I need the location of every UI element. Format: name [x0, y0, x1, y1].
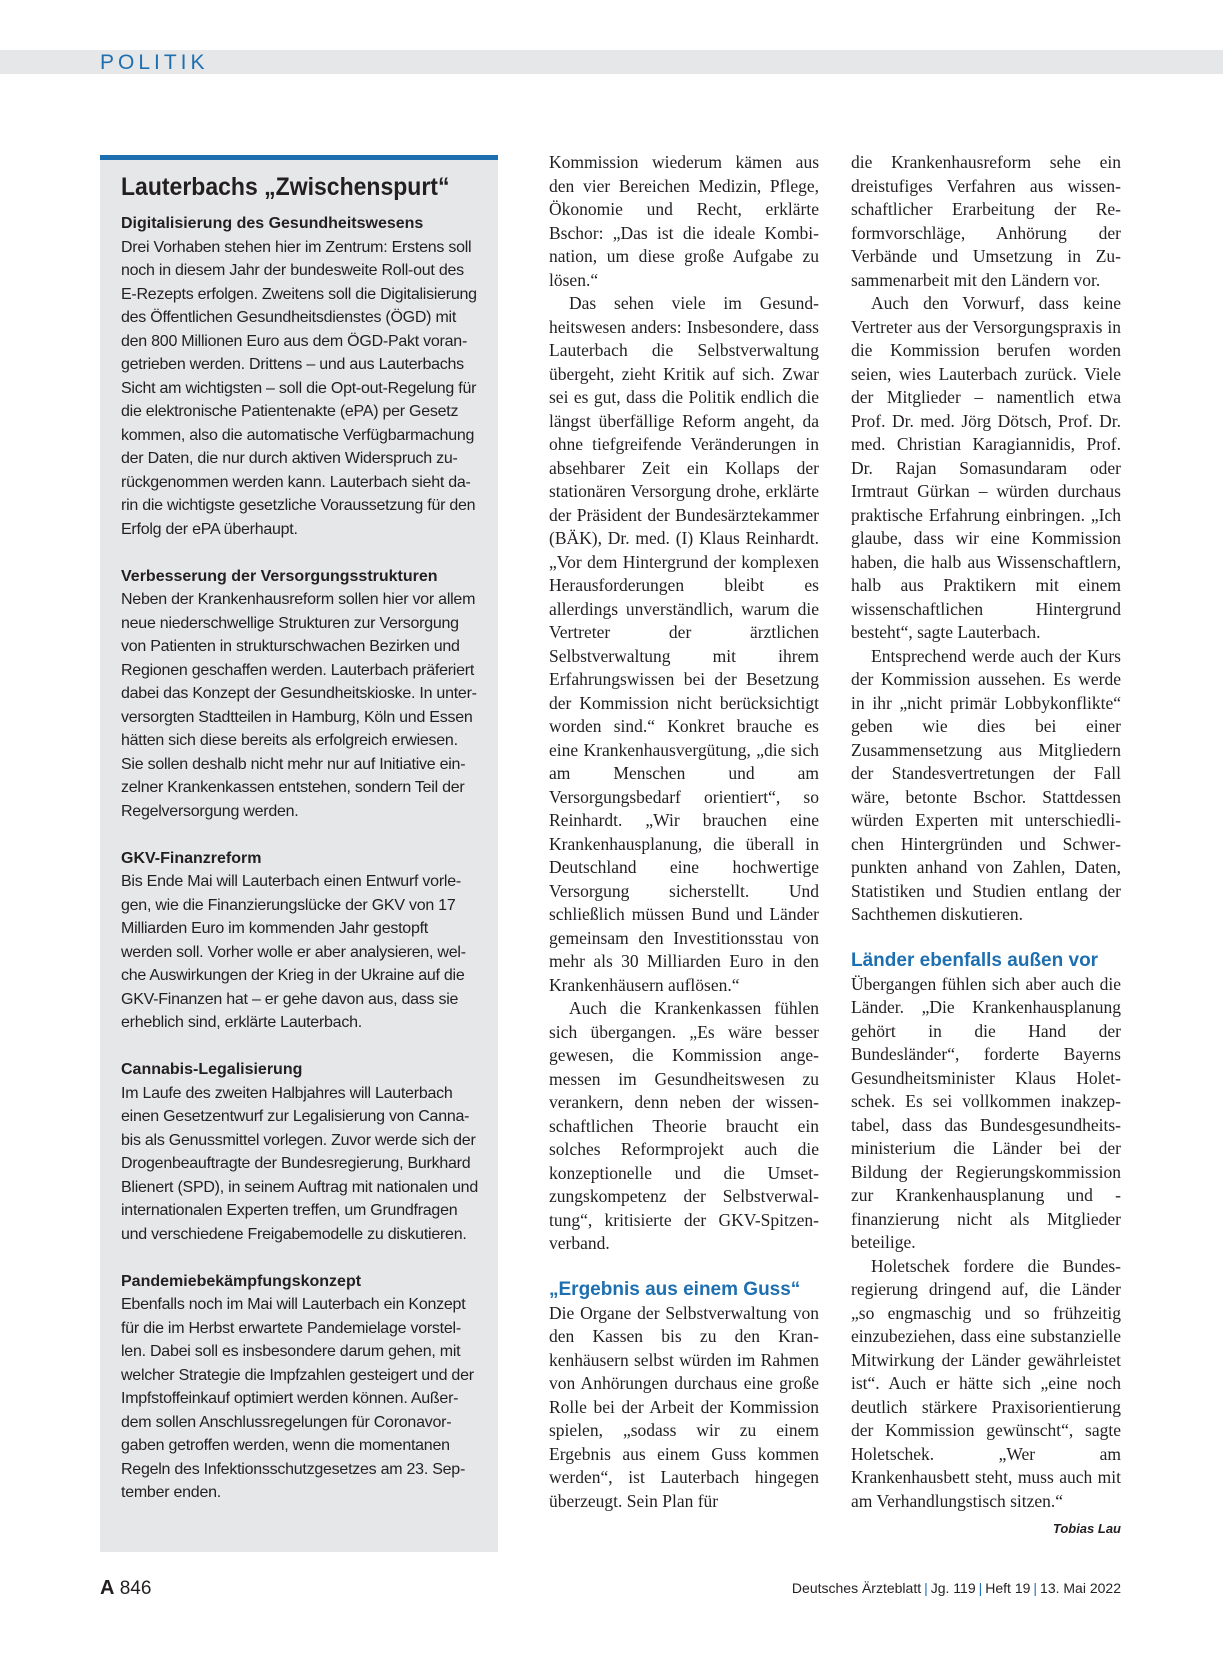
separator: |: [1033, 1580, 1038, 1596]
paragraph-final: [851, 1255, 1121, 1536]
subheading: Länder ebenfalls außen vor: [851, 949, 1099, 971]
info-section-text: Bis Ende Mai will Lauterbach einen Entwurf vorlegen, wie die Finanzierungslücke der GKV von 17 Milliarden Euro im kommenden Jahr gestopft werden soll. Vorher wolle er aber analysieren, welche Auswirkungen der Krieg in der Ukraine auf die GKV-Finanzen hat – er gehe davon aus, dass sie erheblich sind, erklärte Lauterbach.: [121, 873, 467, 1031]
paragraph: Entsprechend werde auch der Kurs der Kommission aussehen. Es werde in ihr „nicht primär Lobbykonflikte“ geben wie dies bei einer Zusammensetzung aus Mitgliedern der Standesvertretungen der Fall wäre, betonte Bschor. Stattdessen würden Experten mit unterschiedlichen Hintergründen und Schwerpunkten anhand von Zahlen, Daten, Statistiken und Studien entlang der Sachthemen diskutieren.: [851, 645, 1121, 924]
separator: |: [924, 1580, 928, 1596]
page-number: [100, 1577, 151, 1600]
info-section-text: Drei Vorhaben stehen hier im Zentrum: Erstens soll noch in diesem Jahr der bundesweite Roll-out des E-Rezepts erfolgen. Zweitens soll die Digitalisierung des Öffentlichen Gesundheitsdienstes (ÖGD) mit den 800 Millionen Euro aus dem ÖGD-Pakt vorangetrieben werden. Drittens – und aus Lauterbachs Sicht am wichtigsten – soll die Opt-out-Regelung für die elektronische Patientenakte (ePA) per Gesetz kommen, also die automatische Verfügbarmachung der Daten, die nur durch aktiven Widerspruch zurückgenommen werden kann. Lauterbach sieht darin die wichtigste gesetzliche Voraussetzung für den Erfolg der ePA überhaupt.: [121, 238, 477, 538]
info-section-text: Ebenfalls noch im Mai will Lauterbach ein Konzept für die im Herbst erwartete Pandemielage vorstellen. Dabei soll es insbesondere darum gehen, mit welcher Strategie die Impfzahlen gesteigert und der Impfstoffeinkauf optimiert werden können. Außerdem sollen Anschlussregelungen für Coronavorgaben getroffen werden, wenn die momentanen Regeln des Infektionsschutzgesetzes am 23. September enden.: [121, 1296, 474, 1501]
paragraph-text: Holetschek fordere die Bundesregierung dringend auf, die Länder „so engmaschig und so frühzeitig einzubeziehen, dass eine substanzielle Mitwirkung der Länder gewährleistet ist“. Auch er hätte sich „eine noch deutlich stärkere Praxisorientierung der Kommission gewünscht“, sagte Holetschek. „Wer am Krankenhausbett steht, muss auch mit am Verhandlungstisch sitzen.“: [851, 1255, 1121, 1511]
info-section-text: Im Laufe des zweiten Halbjahres will Lauterbach einen Gesetzentwurf zur Legalisierung von Cannabis als Genussmittel vorlegen. Zuvor werde sich der Drogenbeauftragte der Bundesregierung, Burkhard Blienert (SPD), in seinem Auftrag mit nationalen und internationalen Experten treffen, um Grundfragen und verschiedene Freigabemodelle zu diskutieren.: [121, 1084, 478, 1243]
paragraph: Kommission wiederum kämen aus den vier Bereichen Medizin, Pflege, Ökonomie und Recht, erklärte Bschor: „Das ist die ideale Kombination, um diese große Aufgabe zu lösen.“: [549, 152, 819, 290]
info-section-gkv-finanzreform: [121, 847, 480, 1035]
info-section-versorgungsstrukturen: [121, 565, 480, 824]
paragraph: Die Organe der Selbstverwaltung von den Kassen bis zu den Krankenhäusern selbst würden im Rahmen von Anhörungen durchaus eine große Rolle bei der Arbeit der Kommission spielen, „sodass wir zu einem Ergebnis aus einem Guss kommen werden“, ist Lauterbach hingegen überzeugt. Sein Plan für: [549, 1302, 819, 1511]
info-section-digitalisierung: [121, 212, 480, 541]
paragraph: Auch den Vorwurf, dass keine Vertreter aus der Versorgungspraxis in die Kommission berufen worden seien, wies Lauterbach zurück. Viele der Mitglieder – namentlich etwa Prof. Dr. med. Jörg Dötsch, Prof. Dr. med. Christian Karagiannidis, Prof. Dr. Rajan Somasundaram oder Irmtraut Gürkan – würden durchaus praktische Erfahrung einbringen. „Ich glaube, dass wir eine Kommission haben, die halb aus Wissenschaftlern, halb aus Praktikern mit einem wissenschaftlichen Hintergrund besteht“, sagte Lauterbach.: [851, 293, 1121, 642]
journal-date: 13. Mai 2022: [1040, 1580, 1121, 1596]
info-section-cannabis: [121, 1058, 480, 1246]
author-byline: Tobias Lau: [1052, 1521, 1121, 1536]
info-box: [100, 155, 498, 1552]
page-letter: A: [100, 1577, 115, 1599]
article-column-2: [851, 151, 1121, 1541]
paragraph: Das sehen viele im Gesundheitswesen anders: Insbesondere, dass Lauterbach die Selbstverwaltung übergeht, zieht Kritik auf sich. Zwar sei es gut, dass die Politik endlich die längst überfällige Reform angeht, da ohne tiefgreifende Veränderungen in absehbarer Zeit ein Kollaps der stationären Versorgung drohe, erklärte der Präsident der Bundesärztekammer (BÄK), Dr. med. (I) Klaus Reinhardt. „Vor dem Hintergrund der komplexen Herausforderungen bleibt es allerdings unverständlich, warum die Vertreter der ärztlichen Selbstverwaltung mit ihrem Erfahrungswissen bei der Besetzung der Kommission nicht berücksichtigt worden sind.“ Konkret brauche es eine Krankenhausvergütung, „die sich am Menschen und am Versorgungsbedarf orientiert“, so Reinhardt. „Wir brauchen eine Krankenhausplanung, die überall in Deutschland eine hochwertige Versorgung sicherstellt. Und schließlich müssen Bund und Länder gemeinsam den Investitionsstau von mehr als 30 Milliarden Euro in den Krankenhäusern auflösen.“: [549, 293, 819, 995]
info-section-heading: Pandemiebekämpfungskonzept: [121, 1272, 362, 1290]
article-column-1: [549, 151, 819, 1513]
page-number-value: 846: [119, 1578, 152, 1599]
info-section-heading: GKV-Finanzreform: [121, 849, 262, 867]
info-section-heading: Verbesserung der Versorgungsstrukturen: [121, 567, 438, 585]
paragraph: Übergangen fühlen sich aber auch die Länder. „Die Krankenhausplanung gehört in die Hand der Bundesländer“, forderte Bayerns Gesundheitsminister Klaus Holetschek. Es sei vollkommen inakzeptabel, dass das Bundesgesundheitsministerium die Länder bei der Bildung der Regierungskommission zur Krankenhausplanung und -finanzierung nicht als Mitglieder beteilige.: [851, 973, 1121, 1252]
section-label: POLITIK: [100, 51, 209, 74]
info-section-heading: Cannabis-Legalisierung: [121, 1061, 303, 1078]
journal-name: Deutsches Ärzteblatt: [791, 1580, 922, 1596]
info-section-pandemie: [121, 1270, 480, 1505]
info-box-title: Lauterbachs „Zwischenspurt“: [121, 173, 450, 201]
journal-issue: Heft 19: [985, 1580, 1031, 1596]
journal-volume: Jg. 119: [930, 1580, 976, 1596]
info-section-heading: Digitalisierung des Gesundheitswesens: [121, 215, 424, 232]
paragraph: die Krankenhausreform sehe ein dreistufiges Verfahren aus wissenschaftlicher Erarbeitung der Reformvorschläge, Anhörung der Verbände und Umsetzung in Zusammenarbeit mit den Ländern vor.: [851, 152, 1121, 290]
footer-publication-info: [792, 1580, 1121, 1596]
separator: |: [978, 1580, 983, 1596]
subheading: „Ergebnis aus einem Guss“: [549, 1278, 801, 1300]
info-section-text: Neben der Krankenhausreform sollen hier vor allem neue niederschwellige Strukturen zur Versorgung von Patienten in strukturschwachen Bezirken und Regionen geschaffen werden. Lauterbach präferiert dabei das Konzept der Gesundheitskioske. In unterversorgten Stadtteilen in Hamburg, Köln und Essen hätten sich diese bereits als erfolgreich erwiesen. Sie sollen deshalb nicht mehr nur auf Initiative einzelner Krankenkassen entstehen, sondern Teil der Regelversorgung werden.: [121, 591, 477, 820]
paragraph: Auch die Krankenkassen fühlen sich übergangen. „Es wäre besser gewesen, die Kommission angemessen im Gesundheitswesen zu verankern, denn neben der wissenschaftlichen Theorie braucht ein solches Reformprojekt auch die konzeptionelle und die Umsetzungskompetenz der Selbstverwaltung“, kritisierte der GKV-Spitzenverband.: [549, 998, 819, 1253]
